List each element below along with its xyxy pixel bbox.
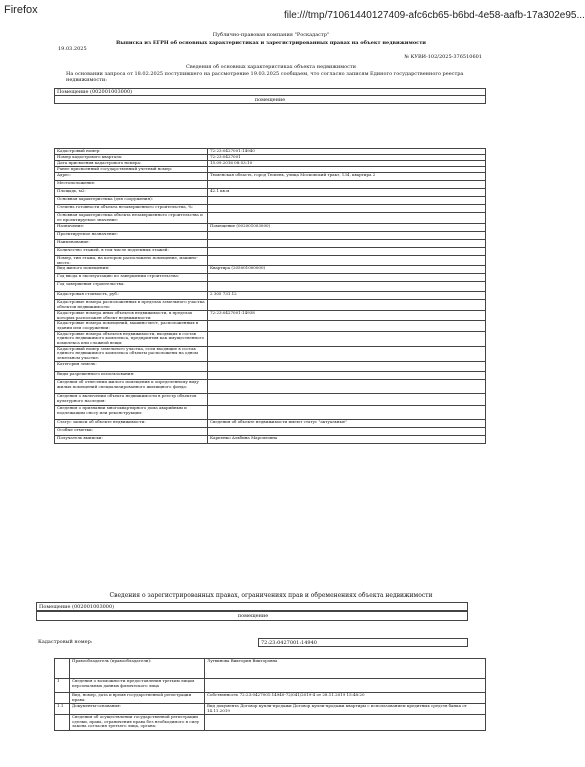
row-value: [208, 205, 486, 213]
table-row: [55, 256, 486, 266]
row-label: Номер кадастрового квартала:: [55, 155, 208, 161]
row-label: Кадастровые номера объектов недвижимости, входящих в состав единого недвижимого комплекса, предприятия как имущественного комплекса или сложной вещи:: [55, 331, 208, 346]
rights-cell-label: Сведения о возможности предоставления третьим лицам персональных данных физического лица: [70, 679, 205, 693]
rights-cell-n: [55, 715, 70, 731]
row-value: Помещение (002001003000): [208, 224, 486, 232]
row-label: Проектируемое назначение:: [55, 232, 208, 240]
row-value: 15.09.2016 08:53:10: [208, 161, 486, 167]
rights-row: [55, 693, 486, 704]
row-value: 72:23:0427001:14938: [208, 310, 486, 320]
table-row: [55, 393, 486, 405]
rights-cad-label: Кадастровый номер:: [38, 639, 93, 645]
row-label: Назначение:: [55, 224, 208, 232]
table-row: [55, 181, 486, 189]
document-number: № КУВИ-102/2025-376510601: [404, 54, 482, 60]
row-label: Номер, тип этажа, на котором расположено помещение, машино-место:: [55, 256, 208, 266]
rights-cell-n: [55, 693, 70, 704]
row-label: Степень готовности объекта незавершенного строительства, %:: [55, 205, 208, 213]
rights-table: [54, 658, 486, 731]
rights-cell-value: [205, 715, 486, 731]
table-row: [55, 331, 486, 346]
rights-object-header: Помещение (002001003000): [36, 602, 468, 611]
table-row: [55, 405, 486, 419]
table-row: [55, 213, 486, 224]
rights-cell-value: Вид документа Договор купли-продажи Договор купли-продажи квартиры с использованием кредитных средств банка от 14.11.2019: [205, 704, 486, 715]
rights-section-title: Сведения о зарегистрированных правах, ограничениях прав и обременениях объекта недвижимости: [109, 592, 433, 599]
table-row: [55, 321, 486, 331]
row-value: [208, 361, 486, 371]
row-label: Кадастровая стоимость, руб.:: [55, 292, 208, 300]
object-type: помещение: [54, 95, 486, 104]
rights-object-type: помещение: [36, 611, 468, 621]
row-label: Адрес:: [55, 173, 208, 181]
row-label: Дата присвоения кадастрового номера:: [55, 161, 208, 167]
row-value: 72:23:0427001:14940: [208, 149, 486, 155]
characteristics-table: [54, 148, 486, 444]
row-value: [208, 213, 486, 224]
row-label: Сведения о включении объекта недвижимости в реестр объектов культурного наследия:: [55, 393, 208, 405]
row-label: Площадь, м2:: [55, 189, 208, 197]
table-row: [55, 282, 486, 292]
document-date: 19.03.2025: [58, 46, 87, 52]
row-value: [208, 393, 486, 405]
rights-cell-label: Сведения об осуществлении государственной регистрации сделки, права, ограничения права без необходимого в силу закона согласия третьего лица, органа:: [70, 715, 205, 731]
row-value: 72:23:0427001: [208, 155, 486, 161]
row-value: [208, 331, 486, 346]
org-name: Публично-правовая компания "Роскадастр": [212, 32, 330, 38]
row-label: Категория земель:: [55, 361, 208, 371]
row-label: Статус записи об объекте недвижимости:: [55, 419, 208, 427]
row-value: Тюменская область, город Тюмень, улица Московский тракт, 134, квартира 2: [208, 173, 486, 181]
row-label: Основная характеристика объекта незавершенного строительства и ее проектируемое значение:: [55, 213, 208, 224]
row-label: Кадастровые номера иных объектов недвижимости, в пределах которых расположен объект недвижимости:: [55, 310, 208, 320]
row-label: Наименование:: [55, 240, 208, 248]
intro-text: На основании запроса от 18.02.2025 поступившего на рассмотрение 19.03.2025 сообщаем, что согласно записям Единого государственного реестра недвижимости:: [66, 71, 464, 83]
row-label: Основная характеристика (для сооружения):: [55, 197, 208, 205]
row-label: Год завершения строительства:: [55, 282, 208, 292]
row-label: Сведения об отнесении жилого помещения к определенному виду жилых помещений специализированного жилищного фонда:: [55, 379, 208, 393]
row-value: [208, 371, 486, 379]
row-label: Ранее присвоенный государственный учетный номер:: [55, 167, 208, 173]
row-value: Сведения об объекте недвижимости имеют статус "актуальные": [208, 419, 486, 427]
rights-row: [55, 704, 486, 715]
table-row: [55, 300, 486, 310]
row-value: [208, 346, 486, 361]
row-value: Квартира (205001000000): [208, 266, 486, 274]
row-label: Местоположение:: [55, 181, 208, 189]
row-value: [208, 197, 486, 205]
rights-cell-n: [55, 659, 70, 679]
row-label: Год ввода в эксплуатацию по завершении строительства:: [55, 274, 208, 282]
row-value: [208, 321, 486, 331]
table-row: [55, 232, 486, 240]
table-row: [55, 310, 486, 320]
rights-row: [55, 659, 486, 679]
row-value: Карпенко Альбина Марсиловна: [208, 435, 486, 443]
row-value: [208, 300, 486, 310]
row-value: [208, 256, 486, 266]
rights-cell-value: [205, 679, 486, 693]
rights-cell-n: 1: [55, 679, 70, 693]
row-value: [208, 379, 486, 393]
rights-cell-label: Правообладатель (правообладатели):: [70, 659, 205, 679]
row-value: [208, 282, 486, 292]
row-label: Кадастровый номер земельного участка, если входящие в состав единого недвижимого комплекса объекты расположены на одном земельном участке:: [55, 346, 208, 361]
object-header: Помещение (002001003000): [54, 88, 486, 95]
row-label: Виды разрешенного использования:: [55, 371, 208, 379]
rights-row: [55, 679, 486, 693]
table-row: [55, 173, 486, 181]
browser-name: Firefox: [4, 4, 38, 16]
row-label: Кадастровый номер:: [55, 149, 208, 155]
document-title: Выписка из ЕГРН об основных характеристиках и зарегистрированных правах на объект недвижимости: [115, 40, 427, 46]
row-label: Получатель выписки:: [55, 435, 208, 443]
row-value: 42.1 кв.м: [208, 189, 486, 197]
table-row: [55, 419, 486, 427]
row-label: Кадастровые номера расположенных в пределах земельного участка объектов недвижимости:: [55, 300, 208, 310]
row-value: [208, 240, 486, 248]
row-label: Сведения о признании многоквартирного дома аварийным и подлежащим сносу или реконструкции:: [55, 405, 208, 419]
row-label: Количество этажей, в том числе подземных этажей:: [55, 248, 208, 256]
table-row: [55, 379, 486, 393]
section-subtitle: Сведения об основных характеристиках объекта недвижимости: [186, 64, 356, 70]
rights-row: [55, 715, 486, 731]
row-label: Особые отметки:: [55, 427, 208, 435]
rights-cell-label: Вид, номер, дата и время государственной регистрации права:: [70, 693, 205, 704]
rights-cell-n: 1.1: [55, 704, 70, 715]
row-value: [208, 232, 486, 240]
row-label: Кадастровые номера помещений, машино-мест, расположенных в здании или сооружении:: [55, 321, 208, 331]
row-value: [208, 274, 486, 282]
table-row: [55, 224, 486, 232]
row-value: [208, 405, 486, 419]
rights-cad-value: 72:23:0427001:14940: [258, 638, 468, 647]
rights-cell-value: Лугвинова Виктория Викторовна: [205, 659, 486, 679]
row-value: [208, 248, 486, 256]
rights-cell-label: Документы-основания:: [70, 704, 205, 715]
table-row: [55, 346, 486, 361]
row-value: [208, 181, 486, 189]
rights-cell-value: Собственность 72:23:0427001:14940-72/041/2019-4 от 28.11.2019 15:48:20: [205, 693, 486, 704]
address-bar[interactable]: file:///tmp/71061440127409-afc6cb65-b6bd-4e58-aafb-17a302e95...: [284, 10, 585, 21]
table-row: [55, 361, 486, 371]
table-row: [55, 435, 486, 443]
row-label: Вид жилого помещения:: [55, 266, 208, 274]
row-value: 2 305 731.12: [208, 292, 486, 300]
